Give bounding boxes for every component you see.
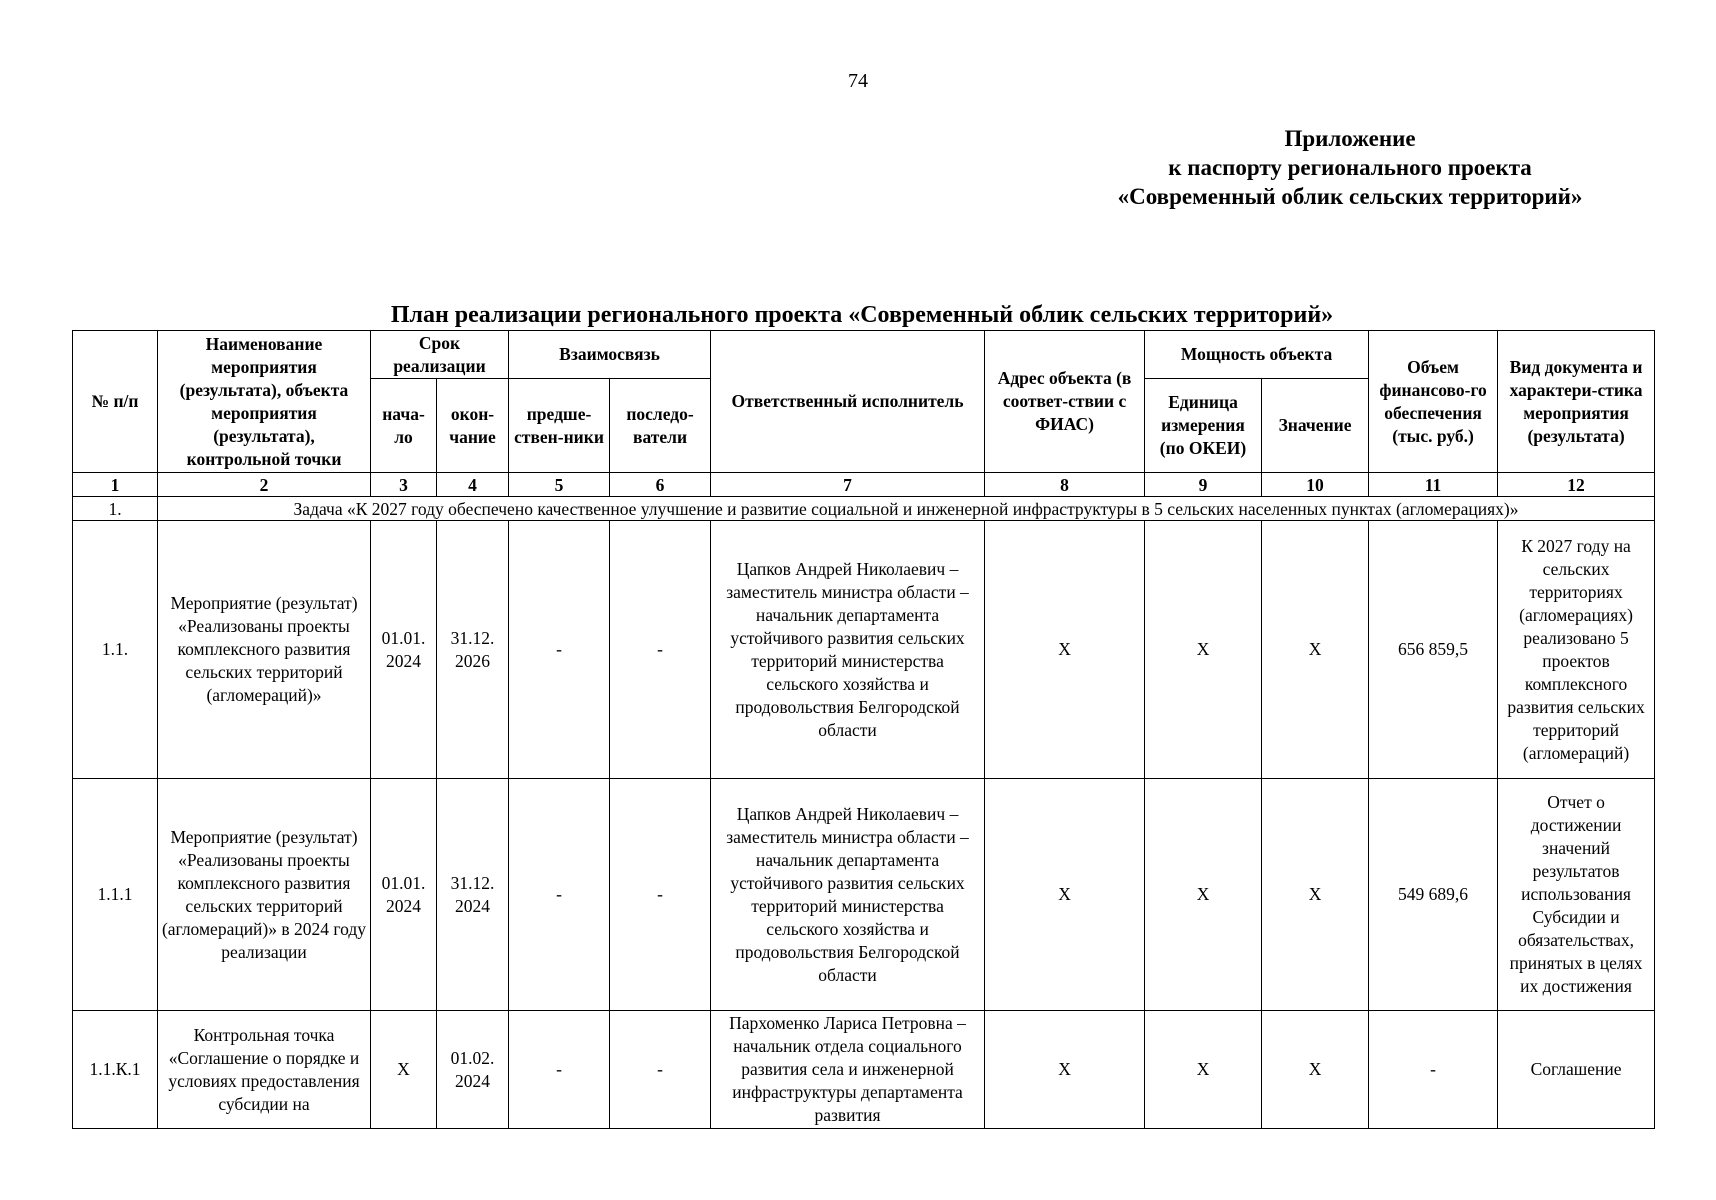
- row-address: X: [985, 521, 1145, 779]
- row-value: X: [1262, 521, 1369, 779]
- row-num: 1.1.: [73, 521, 158, 779]
- header-end: окон-чание: [437, 379, 509, 473]
- row-num: 1.1.К.1: [73, 1011, 158, 1129]
- row-start: 01.01. 2024: [371, 779, 437, 1011]
- header-relation: Взаимосвязь: [509, 331, 711, 379]
- row-funding: 656 859,5: [1369, 521, 1498, 779]
- row-funding: 549 689,6: [1369, 779, 1498, 1011]
- row-name: Контрольная точка «Соглашение о порядке и условиях предоставления субсидии на: [158, 1011, 371, 1129]
- header-capacity: Мощность объекта: [1145, 331, 1369, 379]
- row-name: Мероприятие (результат) «Реализованы проекты комплексного развития сельских территорий (агломераций)»: [158, 521, 371, 779]
- table-row: [73, 521, 1655, 779]
- row-unit: X: [1145, 521, 1262, 779]
- row-doc-type: Отчет о достижении значений результатов использования Субсидии и обязательствах, принятых в целях их достижения: [1498, 779, 1655, 1011]
- appendix-caption: [1080, 124, 1620, 211]
- row-successors: -: [610, 1011, 711, 1129]
- row-value: X: [1262, 1011, 1369, 1129]
- column-number: 6: [610, 473, 711, 497]
- row-end: 01.02. 2024: [437, 1011, 509, 1129]
- row-value: X: [1262, 779, 1369, 1011]
- plan-title: План реализации регионального проекта «Современный облик сельских территорий»: [390, 302, 1334, 328]
- column-number: 3: [371, 473, 437, 497]
- header-predecessors: предше-ствен-ники: [509, 379, 610, 473]
- row-predecessors: -: [509, 521, 610, 779]
- page-number: 74: [848, 70, 868, 92]
- header-term: Срок реализации: [371, 331, 509, 379]
- header-responsible: Ответственный исполнитель: [711, 331, 985, 473]
- row-successors: -: [610, 779, 711, 1011]
- row-predecessors: -: [509, 779, 610, 1011]
- column-number: 12: [1498, 473, 1655, 497]
- column-number: 10: [1262, 473, 1369, 497]
- column-number: 2: [158, 473, 371, 497]
- header-doc-type: Вид документа и характери-стика мероприятия (результата): [1498, 331, 1655, 473]
- row-address: X: [985, 1011, 1145, 1129]
- row-doc-type: К 2027 году на сельских территориях (агломерациях) реализовано 5 проектов комплексного развития сельских территорий (агломераций): [1498, 521, 1655, 779]
- row-responsible: Цапков Андрей Николаевич – заместитель министра области – начальник департамента устойчивого развития сельских территорий министерства сельского хозяйства и продовольствия Белгородской области: [711, 521, 985, 779]
- row-num: 1.1.1: [73, 779, 158, 1011]
- row-predecessors: -: [509, 1011, 610, 1129]
- appendix-line-3: «Современный облик сельских территорий»: [1117, 184, 1583, 209]
- column-number: 5: [509, 473, 610, 497]
- task-row: [73, 497, 1655, 521]
- column-number: 11: [1369, 473, 1498, 497]
- appendix-line-2: к паспорту регионального проекта: [1168, 155, 1532, 180]
- row-responsible: Пархоменко Лариса Петровна – начальник отдела социального развития села и инженерной инфраструктуры департамента развития: [711, 1011, 985, 1129]
- row-start: X: [371, 1011, 437, 1129]
- row-successors: -: [610, 521, 711, 779]
- row-end: 31.12. 2024: [437, 779, 509, 1011]
- column-number: 8: [985, 473, 1145, 497]
- row-unit: X: [1145, 779, 1262, 1011]
- plan-table: [72, 330, 1655, 1129]
- task-text: Задача «К 2027 году обеспечено качественное улучшение и развитие социальной и инженерной инфраструктуры в 5 сельских населенных пунктах (агломерациях)»: [158, 497, 1655, 521]
- column-number: 4: [437, 473, 509, 497]
- row-doc-type: Соглашение: [1498, 1011, 1655, 1129]
- row-responsible: Цапков Андрей Николаевич – заместитель министра области – начальник департамента устойчивого развития сельских территорий министерства сельского хозяйства и продовольствия Белгородской области: [711, 779, 985, 1011]
- header-unit: Единица измерения (по ОКЕИ): [1145, 379, 1262, 473]
- appendix-line-1: Приложение: [1284, 126, 1416, 151]
- header-value: Значение: [1262, 379, 1369, 473]
- row-unit: X: [1145, 1011, 1262, 1129]
- row-address: X: [985, 779, 1145, 1011]
- header-name: Наименование мероприятия (результата), объекта мероприятия (результата), контрольной точки: [158, 331, 371, 473]
- table-row: [73, 779, 1655, 1011]
- row-funding: -: [1369, 1011, 1498, 1129]
- header-address: Адрес объекта (в соответ-ствии с ФИАС): [985, 331, 1145, 473]
- row-name: Мероприятие (результат) «Реализованы проекты комплексного развития сельских территорий (агломераций)» в 2024 году реализации: [158, 779, 371, 1011]
- header-successors: последо-ватели: [610, 379, 711, 473]
- header-row: [73, 331, 1655, 379]
- row-end: 31.12. 2026: [437, 521, 509, 779]
- header-funding: Объем финансово-го обеспечения (тыс. руб.): [1369, 331, 1498, 473]
- column-number: 9: [1145, 473, 1262, 497]
- column-number: 7: [711, 473, 985, 497]
- row-start: 01.01. 2024: [371, 521, 437, 779]
- header-num: № п/п: [73, 331, 158, 473]
- header-start: нача-ло: [371, 379, 437, 473]
- column-numbers-row: [73, 473, 1655, 497]
- table-row: [73, 1011, 1655, 1129]
- task-num: 1.: [73, 497, 158, 521]
- column-number: 1: [73, 473, 158, 497]
